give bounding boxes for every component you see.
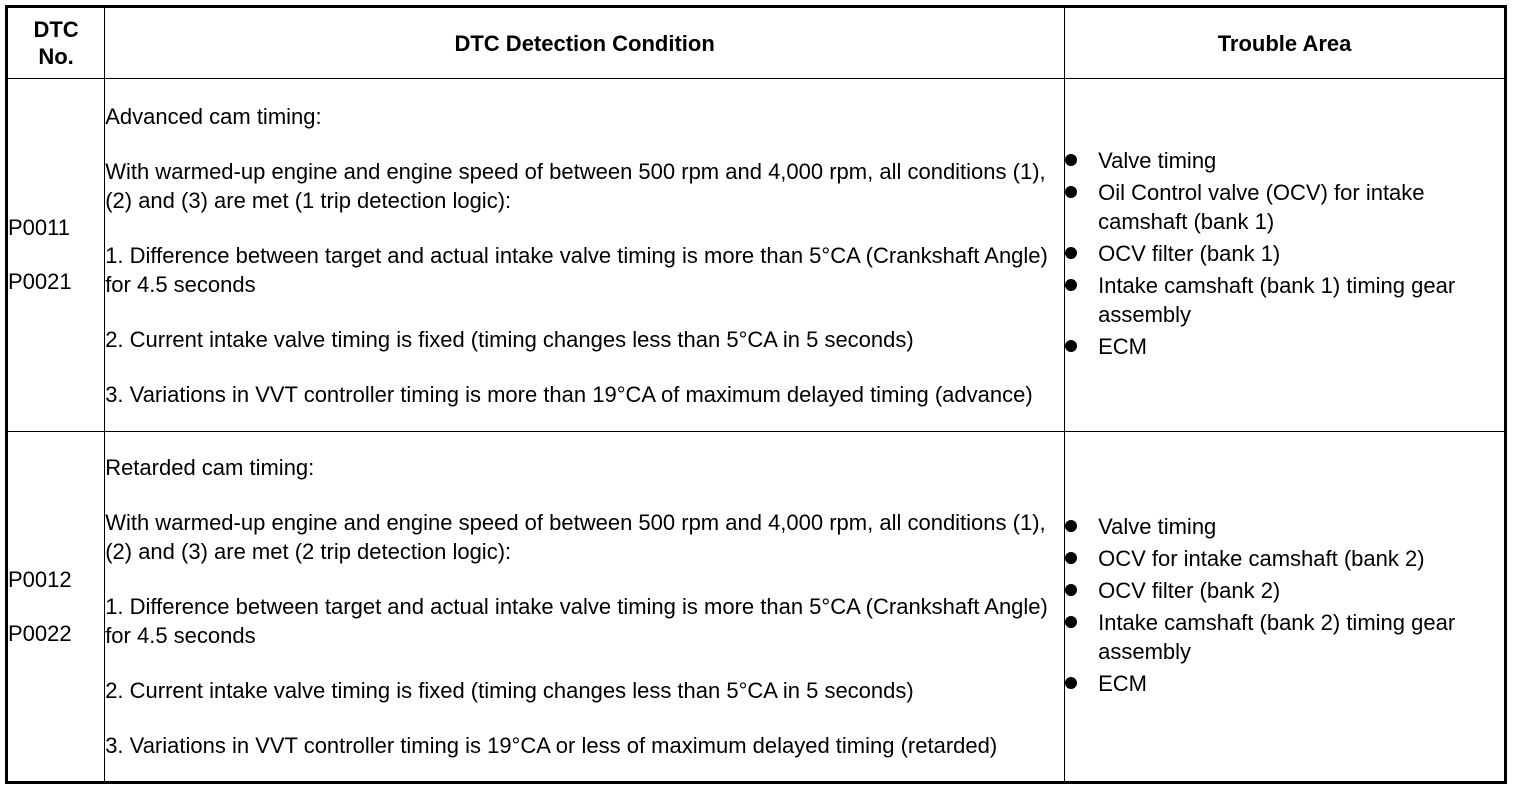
dtc-table xyxy=(5,5,1507,784)
list-item: Intake camshaft (bank 2) timing gear assembly xyxy=(1065,608,1504,666)
dtc-codes-cell xyxy=(7,432,105,783)
condition-text: 1. Difference between target and actual intake valve timing is more than 5°CA (Crankshaft Angle) for 4.5 seconds xyxy=(105,242,1048,297)
bullet-icon xyxy=(1065,520,1077,532)
condition-text: 2. Current intake valve timing is fixed (timing changes less than 5°CA in 5 seconds) xyxy=(105,326,914,352)
table-row xyxy=(7,432,1506,783)
dtc-code: P0011 xyxy=(8,215,70,240)
trouble-area-cell xyxy=(1065,79,1506,432)
list-item: ECM xyxy=(1065,669,1504,698)
list-item: Intake camshaft (bank 1) timing gear assembly xyxy=(1065,271,1504,329)
header-dtc-no: DTC No. xyxy=(7,7,105,79)
bullet-icon xyxy=(1065,279,1077,291)
table-row xyxy=(7,79,1506,432)
dtc-code: P0021 xyxy=(8,269,72,294)
list-item: OCV for intake camshaft (bank 2) xyxy=(1065,544,1504,573)
list-item: OCV filter (bank 2) xyxy=(1065,576,1504,605)
list-item: OCV filter (bank 1) xyxy=(1065,239,1504,268)
condition-text: 2. Current intake valve timing is fixed (timing changes less than 5°CA in 5 seconds) xyxy=(105,678,914,703)
dtc-code: P0012 xyxy=(8,566,72,592)
bullet-icon xyxy=(1065,616,1077,628)
list-item: Valve timing xyxy=(1065,146,1504,175)
detection-condition-cell xyxy=(105,79,1065,432)
header-row xyxy=(7,7,1506,79)
trouble-area-list xyxy=(1065,512,1504,698)
header-detection-condition: DTC Detection Condition xyxy=(105,7,1065,79)
bullet-icon xyxy=(1065,340,1077,352)
condition-text: 1. Difference between target and actual intake valve timing is more than 5°CA (Crankshaft Angle) for 4.5 seconds xyxy=(105,594,1048,648)
bullet-icon xyxy=(1065,247,1077,259)
list-item: Oil Control valve (OCV) for intake camshaft (bank 1) xyxy=(1065,178,1504,236)
condition-text: 3. Variations in VVT controller timing is more than 19°CA of maximum delayed timing (advance) xyxy=(105,381,1033,407)
detection-condition-cell xyxy=(105,432,1065,783)
list-item: Valve timing xyxy=(1065,512,1504,541)
trouble-area-cell xyxy=(1065,432,1506,783)
bullet-icon xyxy=(1065,154,1077,166)
bullet-icon xyxy=(1065,552,1077,564)
dtc-codes-cell xyxy=(7,79,105,432)
condition-heading: Advanced cam timing: xyxy=(105,103,322,129)
list-item: ECM xyxy=(1065,332,1504,361)
condition-text: With warmed-up engine and engine speed of between 500 rpm and 4,000 rpm, all conditions (1), (2) and (3) are met (2 trip detection logic): xyxy=(105,510,1046,564)
condition-text: With warmed-up engine and engine speed of between 500 rpm and 4,000 rpm, all conditions (1), (2) and (3) are met (1 trip detection logic): xyxy=(105,158,1046,213)
bullet-icon xyxy=(1065,677,1077,689)
header-trouble-area: Trouble Area xyxy=(1065,7,1506,79)
trouble-area-list xyxy=(1065,146,1504,361)
bullet-icon xyxy=(1065,584,1077,596)
condition-heading: Retarded cam timing: xyxy=(105,455,315,480)
condition-text: 3. Variations in VVT controller timing is 19°CA or less of maximum delayed timing (retarded) xyxy=(105,733,998,758)
bullet-icon xyxy=(1065,186,1077,198)
dtc-code: P0022 xyxy=(8,620,72,646)
